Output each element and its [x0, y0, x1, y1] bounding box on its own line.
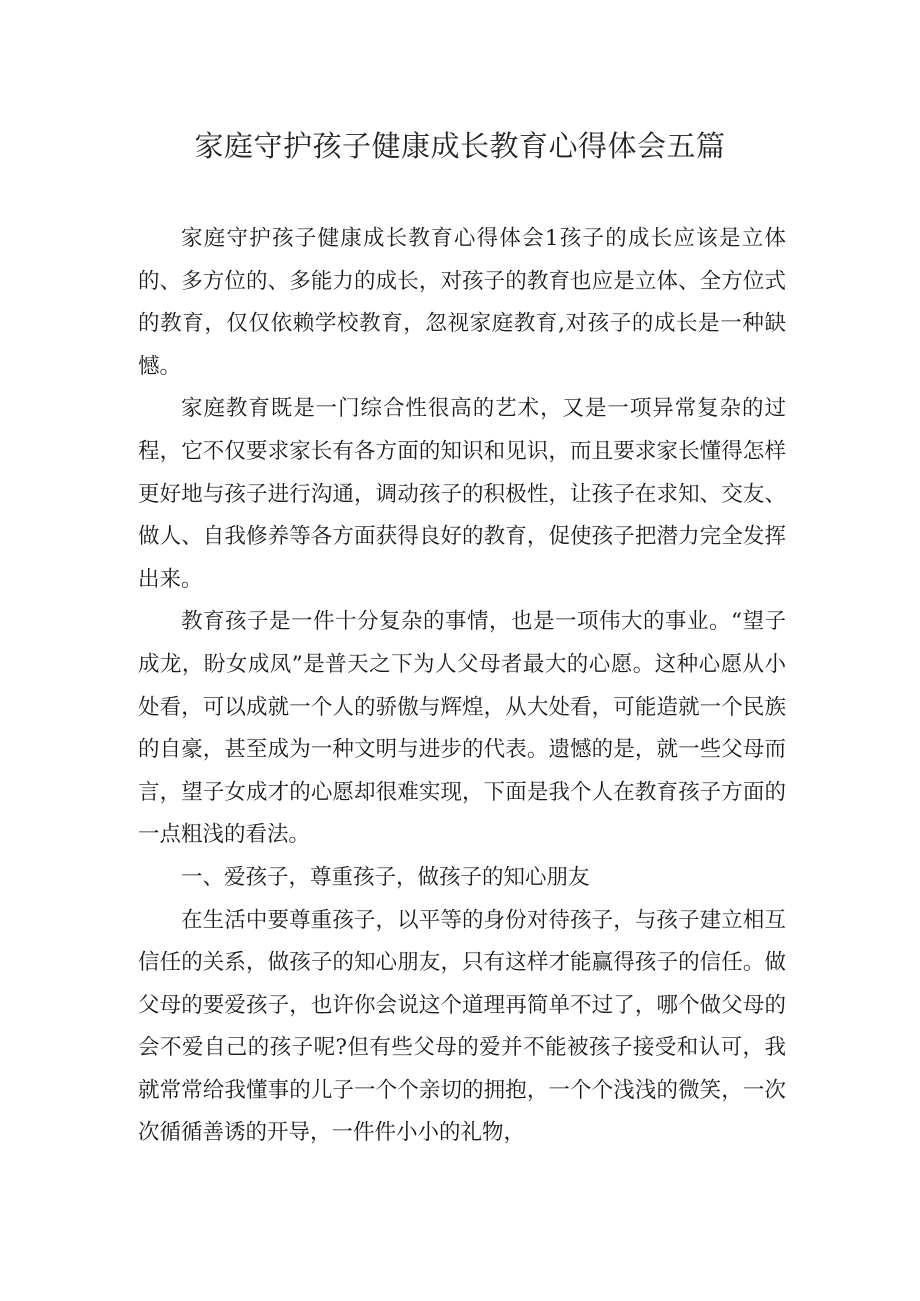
document-title: 家庭守护孩子健康成长教育心得体会五篇 [194, 129, 726, 163]
paragraph-parents-wish: 教育孩子是一件十分复杂的事情，也是一项伟大的事业。“望子成龙，盼女成凤”是普天之下为人父母者最大的心愿。这种心愿从小处看，可以成就一个人的骄傲与辉煌，从大处看，可能造就一个民族的自豪，甚至成为一种文明与进步的代表。遗憾的是，就一些父母而言，望子女成才的心愿却很难实现，下面是我个人在教育孩子方面的一点粗浅的看法。 [138, 609, 786, 848]
paragraph-family-education: 家庭教育既是一门综合性很高的艺术，又是一项异常复杂的过程，它不仅要求家长有各方面的知识和见识，而且要求家长懂得怎样更好地与孩子进行沟通，调动孩子的积极性，让孩子在求知、交友、做人、自我修养等各方面获得良好的教育，促使孩子把潜力完全发挥出来。 [138, 396, 786, 592]
section-heading: 一、爱孩子，尊重孩子，做孩子的知心朋友 [181, 864, 590, 890]
paragraph-intro: 家庭守护孩子健康成长教育心得体会1孩子的成长应该是立体的、多方位的、多能力的成长，对孩子的教育也应是立体、全方位式的教育，仅仅依赖学校教育，忽视家庭教育,对孩子的成长是一种缺憾。 [138, 226, 786, 379]
paragraph-respect-children: 在生活中要尊重孩子，以平等的身份对待孩子，与孩子建立相互信任的关系，做孩子的知心朋友，只有这样才能赢得孩子的信任。做父母的要爱孩子，也许你会说这个道理再简单不过了，哪个做父母的会不爱自己的孩子呢?但有些父母的爱并不能被孩子接受和认可，我就常常给我懂事的儿子一个个亲切的拥抱，一个个浅浅的微笑，一次次循循善诱的开导，一件件小小的礼物， [138, 907, 786, 1146]
document-body [138, 218, 786, 1155]
